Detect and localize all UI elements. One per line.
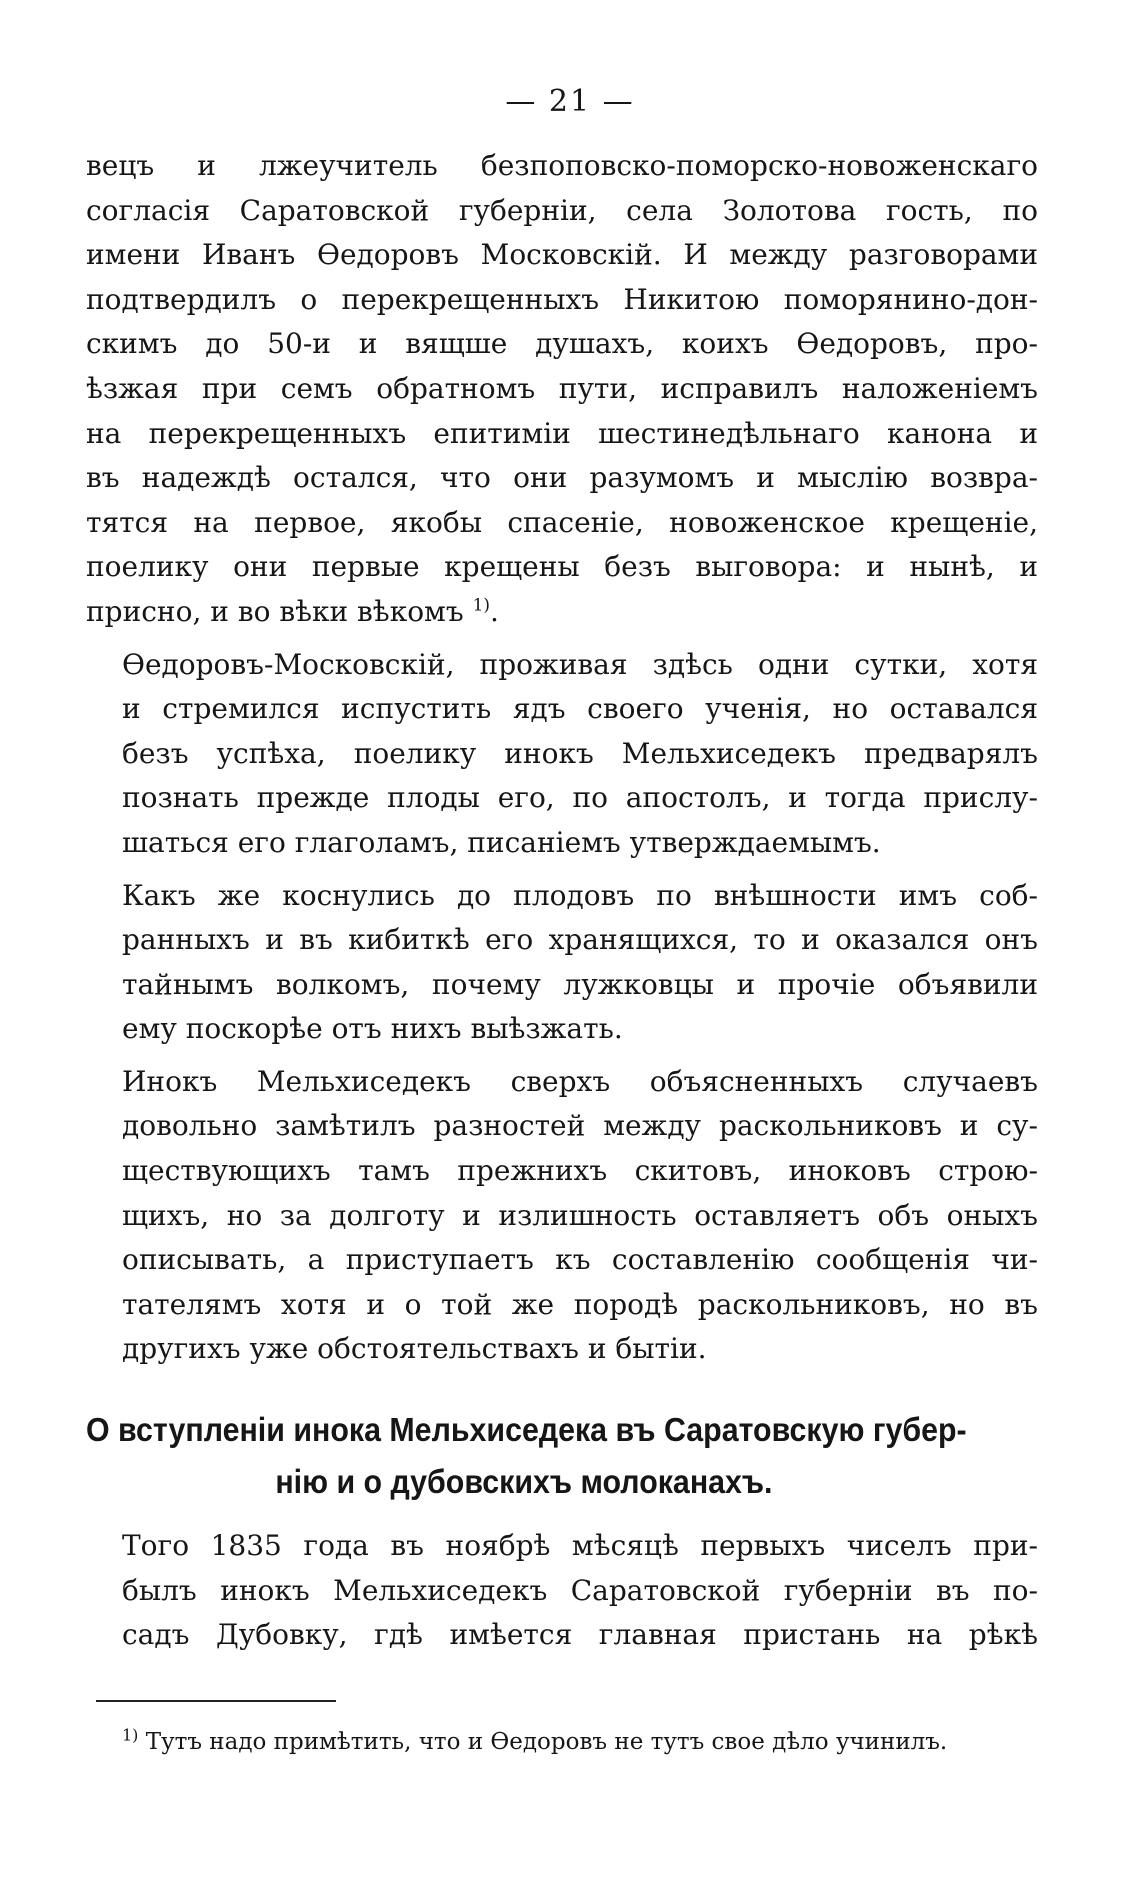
footnote-divider — [96, 1700, 336, 1702]
text-line: безъ успѣха, поелику инокъ Мельхиседекъ предварялъ — [122, 736, 1038, 770]
text-line: вецъ и лжеучитель безпоповско-поморско-новоженскаго — [86, 149, 1038, 182]
text-line: щихъ, но за долготу и излишность оставляетъ объ оныхъ — [122, 1198, 1038, 1232]
footnote-mark: 1) — [122, 1725, 139, 1745]
text-line: поелику они первые крещены безъ выговора: и нынѣ, и — [86, 550, 1038, 584]
text-line: ранныхъ и въ кибиткѣ его хранящихся, то и оказался онъ — [122, 923, 1038, 957]
text-line: подтвердилъ о перекрещенныхъ Никитою поморянино-дон- — [86, 282, 1038, 316]
text-line: Какъ же коснулись до плодовъ по внѣшности имъ соб- — [122, 878, 1038, 912]
section-heading — [86, 1404, 967, 1508]
text-line: описывать, а приступаетъ къ составленію сообщенія чи- — [122, 1243, 1038, 1277]
paragraph-4 — [86, 1060, 1038, 1372]
page-number: — 21 — — [505, 84, 635, 119]
text-line: познать прежде плоды его, по апостолъ, и тогда прислу- — [122, 781, 1038, 815]
text-line: былъ инокъ Мельхиседекъ Саратовской губерніи въ по- — [122, 1573, 1038, 1607]
text-line: тателямъ хотя и о той же породѣ раскольниковъ, но въ — [122, 1287, 1038, 1321]
text-line: шаться его глаголамъ, писаніемъ утверждаемымъ. — [122, 825, 881, 859]
text-line: согласія Саратовской губерніи, села Золотова гость, по — [86, 193, 1038, 227]
paragraph-5 — [86, 1524, 1038, 1658]
text-line: Инокъ Мельхиседекъ сверхъ объясненныхъ случаевъ — [122, 1064, 1038, 1098]
text-line: Того 1835 года въ ноябрѣ мѣсяцѣ первыхъ чиселъ при- — [122, 1529, 1038, 1562]
text-line: довольно замѣтилъ разностей между раскольниковъ и су- — [122, 1109, 1038, 1143]
paragraph-3 — [86, 874, 1038, 1052]
text-line: ему поскорѣе отъ нихъ выѣзжать. — [122, 1012, 623, 1046]
heading-line: О вступленіи инока Мельхиседека въ Саратовскую губер- — [86, 1411, 967, 1448]
footnote-text: Тутъ надо примѣтить, что и Ѳедоровъ не тутъ свое дѣло учинилъ. — [145, 1729, 948, 1755]
text-line: присно, и во вѣки вѣкомъ $^{1)}$. — [86, 594, 499, 628]
text-line: тятся на первое, якобы спасеніе, новоженское крещеніе, — [86, 505, 1038, 539]
text-line: скимъ до 50-и и вящше душахъ, коихъ Ѳедоровъ, про- — [86, 327, 1038, 361]
paragraph-2 — [86, 643, 1038, 866]
text-line: и стремился испустить ядъ своего ученія, но оставался — [122, 692, 1038, 726]
text-line: ѣзжая при семъ обратномъ пути, исправилъ наложеніемъ — [86, 371, 1038, 405]
text-line: садъ Дубовку, гдѣ имѣется главная пристань на рѣкѣ — [122, 1618, 1038, 1652]
text-line: другихъ уже обстоятельствахъ и бытіи. — [122, 1332, 707, 1366]
text-line: ществующихъ тамъ прежнихъ скитовъ, иноковъ строю- — [122, 1154, 1038, 1188]
section-text — [86, 1524, 1038, 1666]
text-line: тайнымъ волкомъ, почему лужковцы и прочіе объявили — [122, 967, 1038, 1001]
heading-line: нію и о дубовскихъ молоканахъ. — [275, 1463, 773, 1500]
text-line: Ѳедоровъ-Московскій, проживая здѣсь одни сутки, хотя — [122, 647, 1038, 681]
text-line: имени Иванъ Ѳедоровъ Московскій. И между разговорами — [86, 238, 1038, 272]
paragraph-1 — [86, 144, 1038, 635]
footnote-reference[interactable]: 1) — [472, 595, 491, 616]
text-line: на перекрещенныхъ епитиміи шестинедѣльнаго канона и — [86, 416, 1038, 450]
main-text — [86, 144, 1038, 1380]
text-line: въ надеждѣ остался, что они разумомъ и мыслію возвра- — [86, 461, 1038, 495]
text-line-content: присно, и во вѣки вѣкомъ — [86, 594, 464, 628]
footnote — [122, 1726, 1038, 1758]
